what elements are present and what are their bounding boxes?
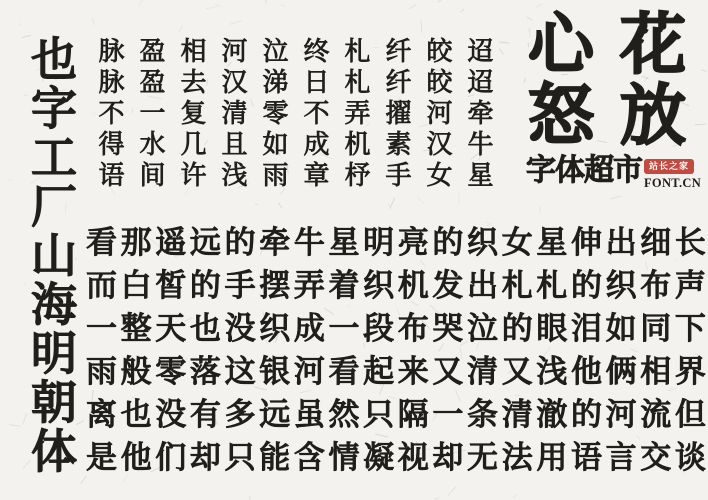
poem-column: 迢迢牵牛星 (464, 37, 493, 192)
paragraph-line: 雨 般 零 落 这 银 河 看 起 来 又 清 又 浅 他 俩 相 界 (86, 354, 706, 389)
paragraph-line: 看 那 遥 远 的 牵 牛 星 明 亮 的 织 女 星 伸 出 细 长 (86, 225, 706, 260)
poem-column: 皎皎河汉女 (423, 37, 452, 192)
font-supermarket-logo: 字体超市 (526, 154, 642, 187)
idiom-char: 怒 (528, 79, 594, 153)
poem-column: 终日不成章 (300, 37, 329, 192)
poem-column: 脉脉不得语 (95, 37, 124, 192)
paragraph-line: 而 白 皙 的 手 摆 弄 着 织 机 发 出 札 札 的 织 布 声 (86, 268, 706, 303)
font-name-vertical-title: 也字工厂山海明朝体 (25, 35, 76, 476)
poem-column: 河汉清且浅 (218, 37, 247, 192)
site-label: FONT.CN (644, 176, 702, 190)
poem-column: 札札弄机杼 (341, 37, 370, 192)
idiom-display (516, 10, 700, 152)
paragraph-line: 离 也 没 有 多 远 虽 然 只 隔 一 条 清 澈 的 河 流 但 (86, 397, 706, 432)
translation-paragraph (86, 221, 706, 479)
poem-column: 纤纤擢素手 (382, 37, 411, 192)
poem-column: 盈盈一水间 (136, 37, 165, 192)
chinaz-badge: 站长之家 (644, 159, 694, 174)
idiom-char: 花 (620, 8, 686, 82)
idiom-char: 心 (528, 8, 594, 82)
idiom-char: 放 (620, 79, 686, 153)
poem-column: 泣涕零如雨 (259, 37, 288, 192)
poem-column: 相去复几许 (177, 37, 206, 192)
poem-grid (96, 37, 491, 192)
paragraph-line: 一 整 天 也 没 织 成 一 段 布 哭 泣 的 眼 泪 如 同 下 (86, 311, 706, 346)
paragraph-line: 是 他 们 却 只 能 含 情 凝 视 却 无 法 用 语 言 交 谈 (86, 440, 706, 475)
